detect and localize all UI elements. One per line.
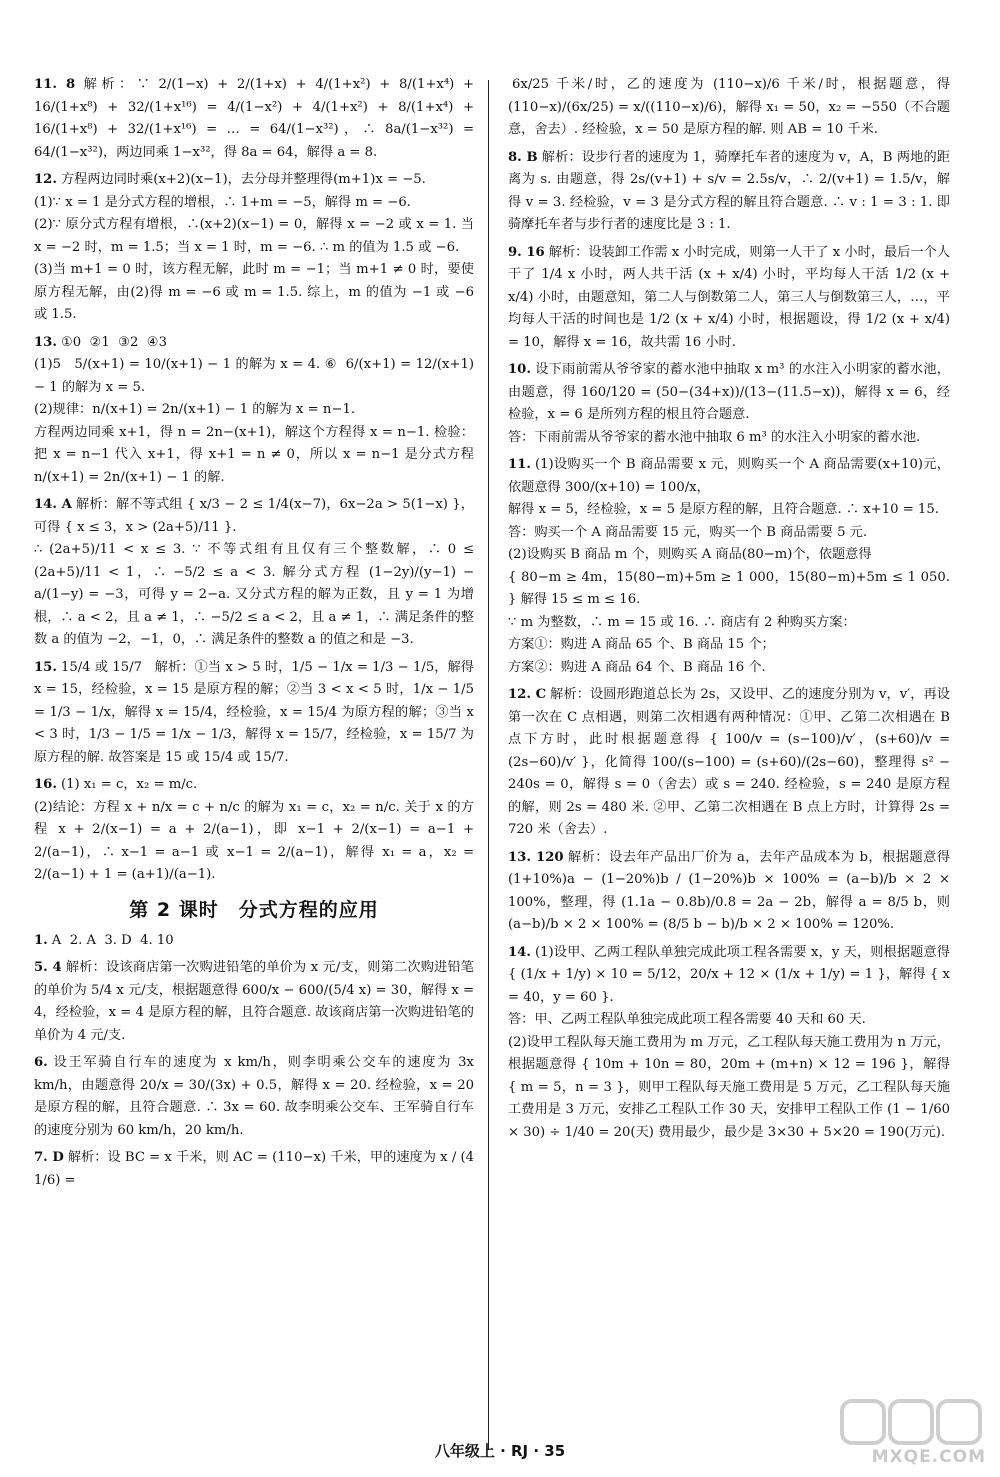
watermark-logo <box>836 1395 986 1471</box>
answer-text: 解析：设步行者的速度为 1，骑摩托车者的速度为 v，A，B 两地的距离为 s. 由题意，得 2s/(v+1) + s/v = 2.5s/v，∴ 2/(v+1) = 1.5/v，解得 v = 3. 经检验，v = 3 是分式方程的解且符合题意. ∴ v : 1 = 3 : 1. 即骑摩托车者与步行者的速度比是 3 : 1. <box>508 149 950 232</box>
answer-number: 9. 16 <box>508 244 545 260</box>
answer-number: 8. B <box>508 149 538 165</box>
answer-entry <box>34 494 474 652</box>
answer-text: (1)设甲、乙两工程队单独完成此项工程各需要 x，y 天，则根据题意得 { (1/x + 1/y) × 10 = 5/12，20/x + 12 × (1/x + 1/y) = 1 }，解得 { x = 40，y = 60 }. 答：甲、乙两工程队单独完成此项工程各需要 40 天和 60 天. (2)设甲工程队每天施工费用为 m 万元，乙工程队每天施工费用为 n 万元，根据题意得 { 10m + 10n = 80，20m + (m+n) × 12 = 196 }，解得 { m = 5，n = 3 }，则甲工程队每天施工费用是 5 万元，乙工程队每天施工费用是 3 万元，安排乙工程队工作 30 天，安排甲工程队工作 (1 − 1/60 × 30) ÷ 1/40 = 20(天) 费用最少，最少是 3×30 + 5×20 = 190(万元). <box>508 944 950 1140</box>
column-divider <box>488 80 489 1450</box>
answer-entry <box>34 1052 479 1142</box>
answer-entry <box>34 74 479 164</box>
answer-number: 6. <box>34 1055 48 1070</box>
answer-number: 11. 8 <box>34 77 76 92</box>
page-footer: 八年级上 · RJ · 35 <box>434 1442 566 1460</box>
watermark-text: MXQE.COM <box>871 1447 986 1467</box>
answer-entry <box>34 332 474 490</box>
answer-text: ①0 ②1 ③2 ④3 (1)5 5/(x+1) = 10/(x+1) − 1 的解为 x = 4. ⑥ 6/(x+1) = 12/(x+1) − 1 的解为 x = 5. (2)规律：n/(x+1) = 2n/(x+1) − 1 的解为 x = n−1. 方程两边同乘 x+1，得 n = 2n−(x+1)，解这个方程得 x = n−1. 检验：把 x = n−1 代入 x+1，得 x+1 = n ≠ 0，所以 x = n−1 是分式方程 n/(x+1) = 2n/(x+1) − 1 的解. <box>34 334 474 485</box>
answer-number: 12. <box>34 172 57 187</box>
answer-text: 解析：设装卸工作需 x 小时完成，则第一人干了 x 小时，最后一个人干了 1/4 x 小时，两人共干活 (x + x/4) 小时，平均每人干活 1/2 (x + x/4) 小时，由题意知，第二人与倒数第二人，第三人与倒数第三人，…，平均每人干活的时间也是 1/2 (x + x/4) 小时，根据题设，得 1/2 (x + x/4) = 10，解得 x = 16，故共需 16 小时. <box>508 244 955 350</box>
answer-number: 5. 4 <box>34 960 62 975</box>
answer-number: 15. <box>34 659 57 675</box>
answer-entry <box>508 74 955 142</box>
answer-entry <box>34 774 474 887</box>
answer-entry <box>34 930 474 953</box>
answer-text: 解析：设圆形跑道总长为 2s，又设甲、乙的速度分别为 v，v′，再设第一次在 C 点相遇，则第二次相遇有两种情况：①甲、乙第二次相遇在 B 点下方时，此时根据题意得 { 100/v = (s−100)/v′，(s+60)/v = (2s−60)/v′ }，化简得 100/(s−100) = (s+60)/(2s−60)，整理得 s² − 240s = 0，解得 s = 0（舍去）或 s = 240. 经检验，s = 240 是原方程的解，则 2s = 480 米. ②甲、乙第二次相遇在 B 点上方时，计算得 2s = 720 米（舍去）. <box>508 687 955 837</box>
answer-text: 设下雨前需从爷爷家的蓄水池中抽取 x m³ 的水注入小明家的蓄水池，由题意，得 160/120 = (50−(34+x))/(13−(11.5−x))，解得 x = 6，经检验，x = 6 是所列方程的根且符合题意. 答：下雨前需从爷爷家的蓄水池中抽取 6 m³ 的水注入小明家的蓄水池. <box>508 362 950 445</box>
answer-text: 解析：设去年产品出厂价为 a，去年产品成本为 b，根据题意得 (1+10%)a − (1−20%)b / (1−20%)b × 100% = (a−b)/b × 2 × 100%，整理，得 (1.1a − 0.8b)/0.8 = 2a − 2b，解得 a = 8/5 b，则 (a−b)/b × 2 × 100% = (8/5 b − b)/b × 2 × 100% = 120%. <box>508 849 955 932</box>
answer-entry <box>34 169 474 327</box>
answer-text: (1)设购买一个 B 商品需要 x 元，则购买一个 A 商品需要(x+10)元，依题意得 300/(x+10) = 100/x， 解得 x = 5，经检验，x = 5 是原方程的解，且符合题意. ∴ x+10 = 15. 答：购买一个 A 商品需要 15 元，购买一个 B 商品需要 5 元. (2)设购买 B 商品 m 个，则购买 A 商品(80−m)个，依题意得 { 80−m ≥ 4m，15(80−m)+5m ≥ 1 000，15(80−m)+5m ≤ 1 050. } 解得 15 ≤ m ≤ 16. ∵ m 为整数，∴ m = 15 或 16. ∴ 商店有 2 种购买方案： 方案①：购进 A 商品 65 个、B 商品 15 个； 方案②：购进 A 商品 64 个、B 商品 16 个. <box>508 457 950 675</box>
answer-number: 14. A <box>34 497 72 512</box>
answer-text: (1) x₁ = c，x₂ = m/c. (2)结论：方程 x + n/x = c + n/c 的解为 x₁ = c，x₂ = n/c. 关于 x 的方程 x + 2/(x−1) = a + 2/(a−1)，即 x−1 + 2/(x−1) = a−1 + 2/(a−1)，∴ x−1 = a−1 或 x−1 = 2/(a−1)，解得 x₁ = a，x₂ = 2/(a−1) + 1 = (a+1)/(a−1). <box>34 777 474 882</box>
right-column <box>508 74 955 1149</box>
answer-text: 解析：设该商店第一次购进铅笔的单价为 x 元/支，则第二次购进铅笔的单价为 5/4 x 元/支，根据题意得 600/x − 600/(5/4 x) = 30，解得 x = 4，经检验，x = 4 是原方程的解，且符合题意. 故该商店第一次购进铅笔的单价为 4 元/支. <box>34 960 479 1043</box>
answer-entry <box>34 957 479 1047</box>
left-column <box>34 74 479 1197</box>
answer-text: 15/4 或 15/7 解析：①当 x > 5 时，1/5 − 1/x = 1/3 − 1/5，解得 x = 15，经检验，x = 15 是原方程的解；②当 3 < x < 5 时，1/x − 1/5 = 1/3 − 1/x，解得 x = 15/4，经检验，x = 15/4 为原方程的解；③当 x < 3 时，1/3 − 1/5 = 1/x − 1/3，解得 x = 15/7，经检验，x = 15/7 为原方程的解. 故答案是 15 或 15/4 或 15/7. <box>34 659 479 765</box>
answer-number: 11. <box>508 457 531 472</box>
answer-text: 解析：∵ 2/(1−x) + 2/(1+x) + 4/(1+x²) + 8/(1+x⁴) + 16/(1+x⁸) + 32/(1+x¹⁶) = 4/(1−x²) + 4/(1+x²) + 8/(1+x⁴) + 16/(1+x⁸) + 32/(1+x¹⁶) = … = 64/(1−x³²)，∴ 8a/(1−x³²) = 64/(1−x³²)，两边同乘 1−x³²，得 8a = 64，解得 a = 8. <box>34 77 479 160</box>
answer-number: 12. C <box>508 687 547 702</box>
section-heading: 第 2 课时 分式方程的应用 <box>129 898 379 921</box>
answer-text: A 2. A 3. D 4. 10 <box>51 932 174 948</box>
answer-number: 10. <box>508 362 531 377</box>
answer-entry <box>34 1147 479 1192</box>
answer-text: 解析：设 BC = x 千米，则 AC = (110−x) 千米，甲的速度为 x / (4 1/6) = <box>34 1150 479 1188</box>
answer-entry <box>508 942 950 1145</box>
answer-number: 7. D <box>34 1150 64 1165</box>
answer-entry <box>508 147 950 237</box>
answer-entry <box>508 847 955 937</box>
answer-entry <box>508 242 955 355</box>
answer-number: 14. <box>508 944 531 960</box>
answer-number: 13. 120 <box>508 849 564 865</box>
answer-entry <box>508 454 950 679</box>
answer-text: 6x/25 千米/时，乙的速度为 (110−x)/6 千米/时，根据题意，得 (110−x)/(6x/25) = x/((110−x)/6)，解得 x₁ = 50，x₂ = −550（不合题意，舍去）. 经检验，x = 50 是原方程的解. 则 AB = 10 千米. <box>508 77 955 137</box>
watermark-stamp-icon <box>836 1395 986 1455</box>
answer-number: 13. <box>34 334 57 350</box>
answer-text: 方程两边同时乘(x+2)(x−1)，去分母并整理得(m+1)x = −5. (1)∵ x = 1 是分式方程的增根，∴ 1+m = −5，解得 m = −6. (2)∵ 原分式方程有增根，∴(x+2)(x−1) = 0，解得 x = −2 或 x = 1. 当 x = −2 时，m = 1.5；当 x = 1 时，m = −6. ∴ m 的值为 1.5 或 −6. (3)当 m+1 = 0 时，该方程无解，此时 m = −1；当 m+1 ≠ 0 时，要使原方程无解，由(2)得 m = −6 或 m = 1.5. 综上，m 的值为 −1 或 −6 或 1.5. <box>34 172 474 322</box>
answer-entry <box>508 359 950 449</box>
answer-entry <box>508 684 955 842</box>
answer-number: 1. <box>34 932 48 948</box>
answer-text: 解析：解不等式组 { x/3 − 2 ≤ 1/4(x−7)，6x−2a > 5(1−x) }，可得 { x ≤ 3，x > (2a+5)/11 }. ∴ (2a+5)/11 < x ≤ 3. ∵ 不等式组有且仅有三个整数解，∴ 0 ≤ (2a+5)/11 < 1，∴ −5/2 ≤ a < 3. 解分式方程 (1−2y)/(y−1) − a/(1−y) = −3，可得 y = 2−a. 又分式方程的解为正数，且 y = 1 为增根，∴ a < 2，且 a ≠ 1，∴ −5/2 ≤ a < 2，且 a ≠ 1，∴ 满足条件的整数 a 的值为 −2，−1，0，∴ 满足条件的整数 a 的值之和是 −3. <box>34 497 474 647</box>
answer-text: 设王军骑自行车的速度为 x km/h，则李明乘公交车的速度为 3x km/h，由题意得 20/x = 30/(3x) + 0.5，解得 x = 20. 经检验，x = 20 是原方程的解，且符合题意. ∴ 3x = 60. 故李明乘公交车、王军骑自行车的速度分别为 60 km/h，20 km/h. <box>34 1055 479 1138</box>
answer-number: 16. <box>34 777 57 792</box>
answer-entry <box>34 657 479 770</box>
